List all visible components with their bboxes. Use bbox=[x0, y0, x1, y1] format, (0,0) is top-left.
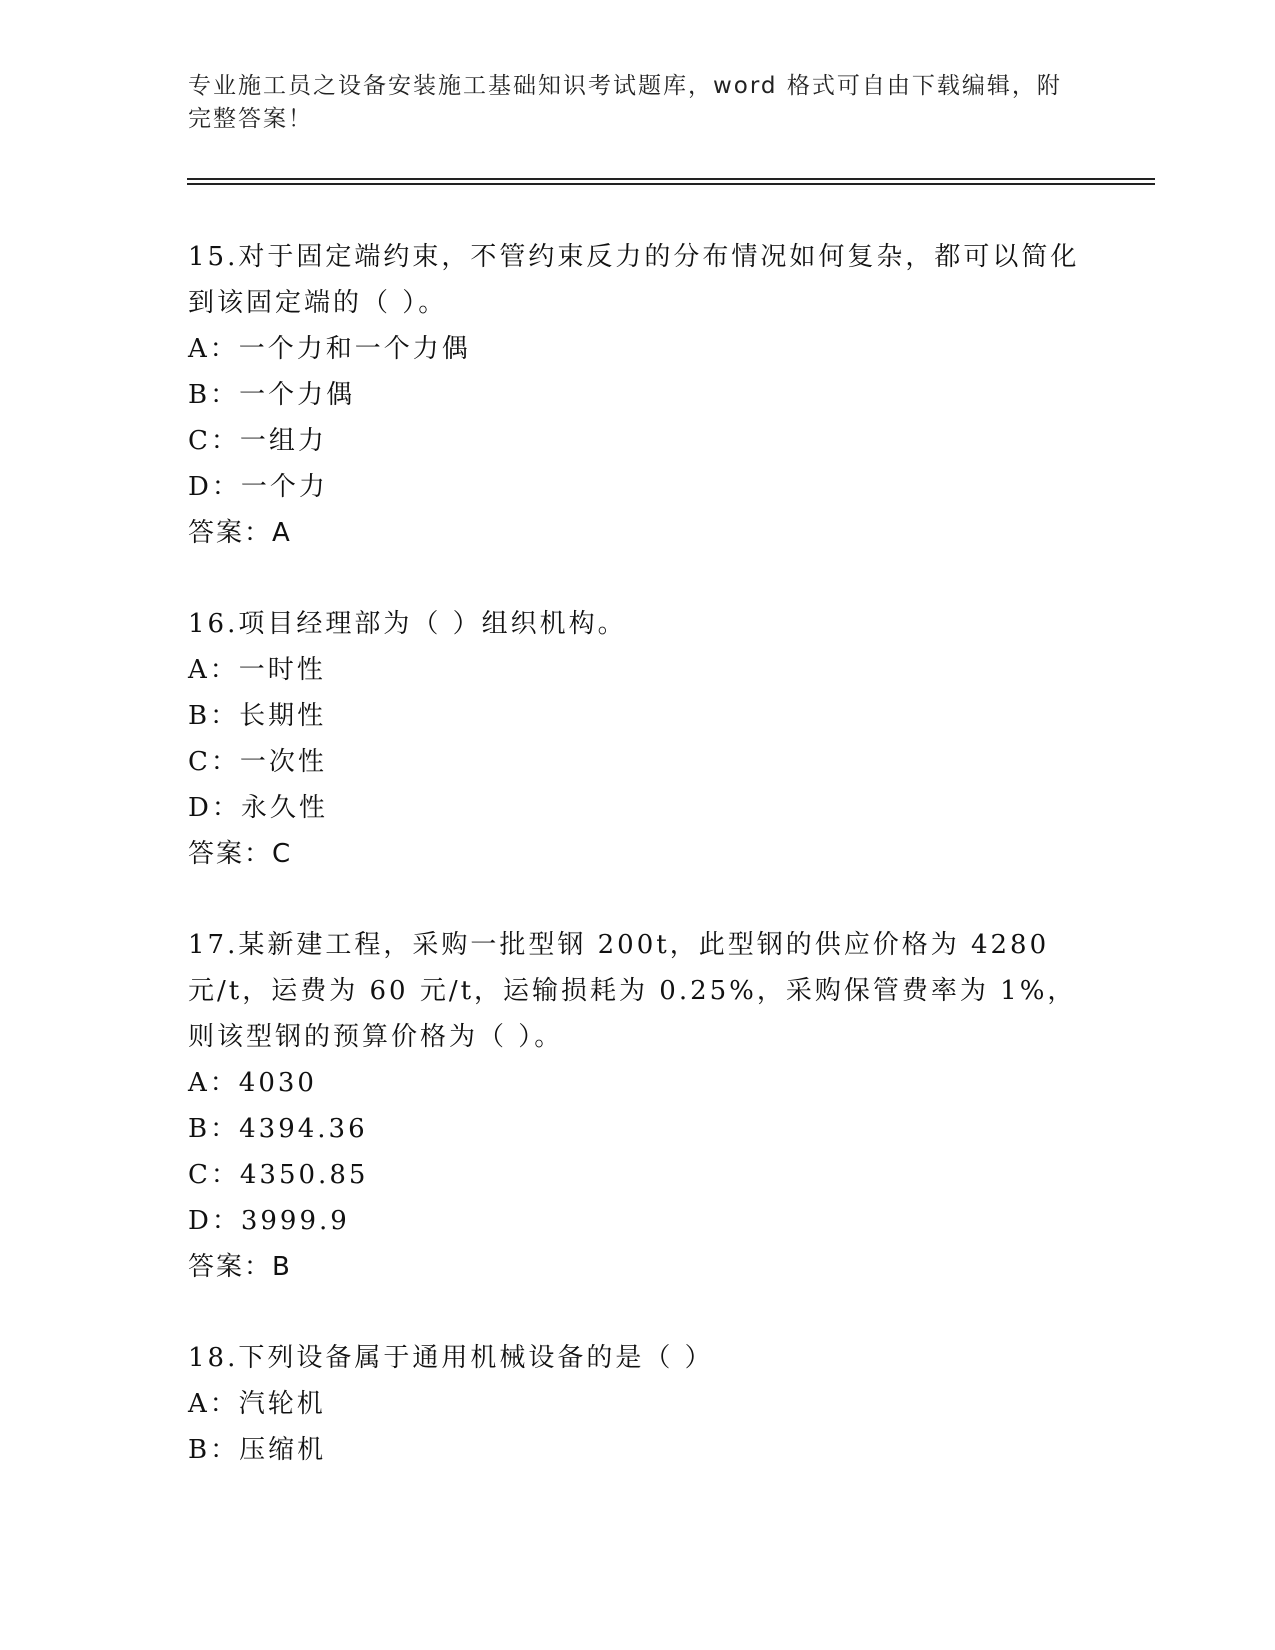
option-a: A：一时性 bbox=[188, 655, 326, 685]
option-b: B：长期性 bbox=[188, 701, 327, 731]
question-stem: 15.对于固定端约束，不管约束反力的分布情况如何复杂，都可以简化到该固定端的（ ）。 bbox=[188, 242, 1080, 318]
header-divider-bottom bbox=[187, 183, 1155, 185]
option-a: A：一个力和一个力偶 bbox=[188, 334, 471, 364]
answer-line: 答案：A bbox=[188, 518, 292, 548]
question-list bbox=[188, 234, 1088, 1518]
answer-line: 答案：C bbox=[188, 839, 293, 869]
question-18 bbox=[188, 1335, 1088, 1473]
question-stem: 17.某新建工程，采购一批型钢 200t，此型钢的供应价格为 4280 元/t，运费为 60 元/t，运输损耗为 0.25%，采购保管费率为 1%，则该型钢的预算价格为（ ）。 bbox=[188, 930, 1077, 1052]
option-b: B：一个力偶 bbox=[188, 380, 356, 410]
option-b: B：4394.36 bbox=[188, 1114, 368, 1144]
option-a: A：4030 bbox=[188, 1068, 317, 1098]
option-b: B：压缩机 bbox=[188, 1435, 327, 1465]
answer-line: 答案：B bbox=[188, 1252, 292, 1282]
question-stem: 16.项目经理部为（ ）组织机构。 bbox=[188, 609, 627, 639]
document-header: 专业施工员之设备安装施工基础知识考试题库，word 格式可自由下载编辑，附完整答案！ bbox=[188, 73, 1062, 132]
question-17 bbox=[188, 922, 1088, 1290]
option-a: A：汽轮机 bbox=[188, 1389, 326, 1419]
question-16 bbox=[188, 601, 1088, 877]
option-d: D：永久性 bbox=[188, 793, 328, 823]
option-d: D：3999.9 bbox=[188, 1206, 350, 1236]
option-d: D：一个力 bbox=[188, 472, 328, 502]
question-15 bbox=[188, 234, 1088, 556]
header-divider-top bbox=[187, 178, 1155, 180]
question-stem: 18.下列设备属于通用机械设备的是（ ） bbox=[188, 1343, 714, 1373]
option-c: C：一次性 bbox=[188, 747, 327, 777]
option-c: C：4350.85 bbox=[188, 1160, 369, 1190]
option-c: C：一组力 bbox=[188, 426, 327, 456]
